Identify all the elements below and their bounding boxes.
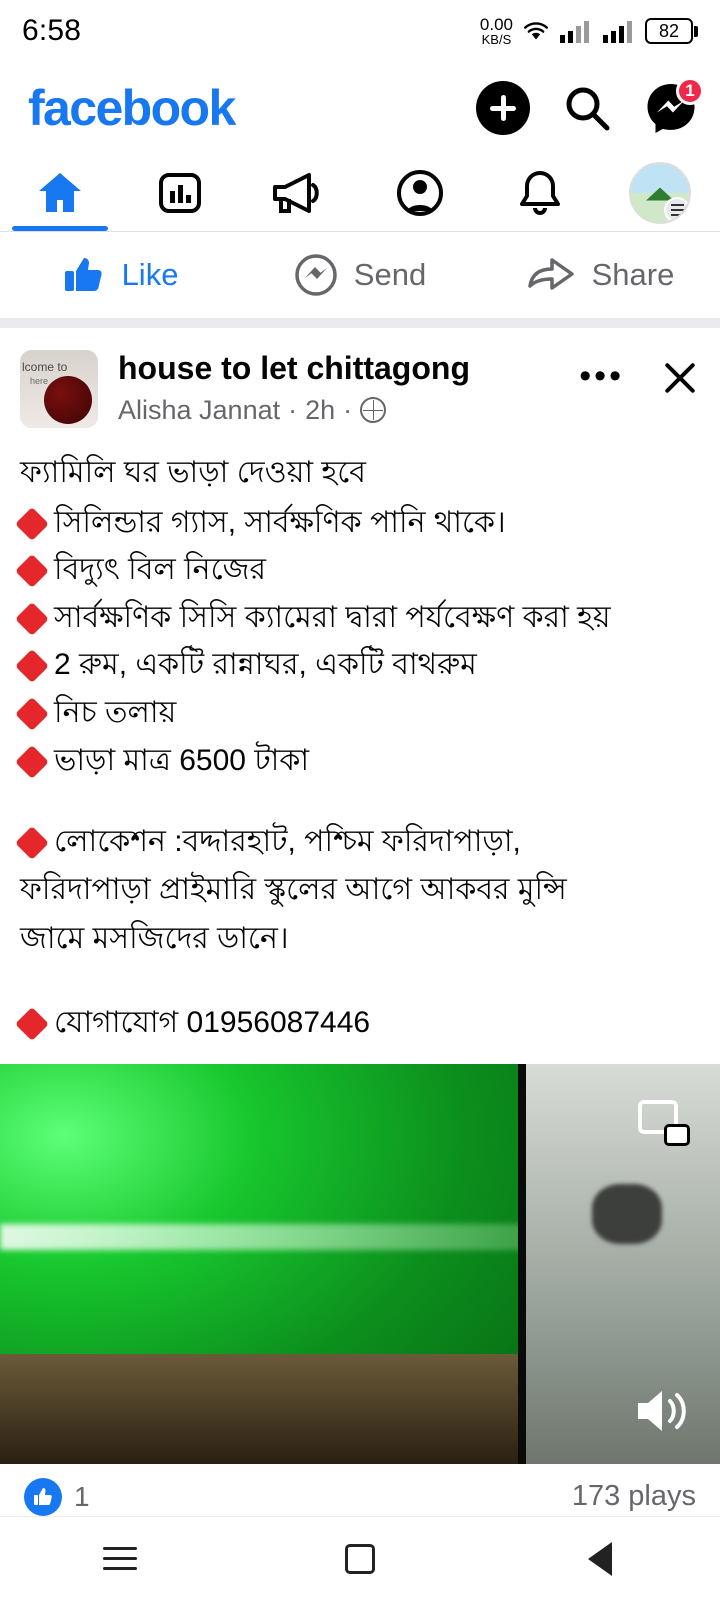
post-line: ফ্যামিলি ঘর ভাড়া দেওয়া হবে (20, 456, 366, 489)
post-line: সিলিন্ডার গ্যাস, সার্বক্ষণিক পানি থাকে। (54, 505, 506, 539)
send-label: Send (353, 257, 427, 292)
wifi-icon (522, 20, 550, 42)
tab-marketplace[interactable] (240, 154, 360, 231)
messenger-badge: 1 (676, 77, 704, 105)
post-body (20, 450, 700, 1046)
network-speed-unit: KB/S (481, 32, 512, 47)
diamond-bullet-icon (15, 826, 49, 860)
play-count: 173 plays (571, 1480, 696, 1513)
tab-menu[interactable] (600, 154, 720, 231)
facebook-logo: facebook (28, 80, 235, 136)
battery-icon (645, 18, 698, 44)
hamburger-icon[interactable] (96, 1535, 144, 1583)
square-home-icon[interactable] (336, 1535, 384, 1583)
more-options-icon[interactable]: ••• (579, 356, 624, 395)
byline-dot-1: · (288, 394, 298, 425)
post-spacer (20, 966, 700, 1000)
byline-dot-2: · (343, 394, 353, 425)
messenger-icon[interactable] (644, 81, 698, 135)
signal-icon-2 (602, 19, 636, 43)
share-label: Share (591, 257, 675, 292)
system-navigation-bar (0, 1516, 720, 1600)
app-header (0, 62, 720, 154)
signal-icon-1 (559, 19, 593, 43)
post-author[interactable]: Alisha Jannat (118, 394, 281, 425)
reaction-summary[interactable] (24, 1478, 90, 1516)
post-footer (0, 1464, 720, 1516)
post-line: সার্বক্ষণিক সিসি ক্যামেরা দ্বারা পর্যবেক্ষণ করা হয় (54, 600, 611, 634)
like-label: Like (121, 257, 179, 292)
diamond-bullet-icon (15, 649, 49, 683)
like-reaction-icon (24, 1478, 62, 1516)
tab-video[interactable] (120, 154, 240, 231)
post-bullet-row (20, 738, 700, 784)
post-bullet-row (20, 819, 700, 865)
plus-icon[interactable] (476, 81, 530, 135)
main-tabbar (0, 154, 720, 232)
group-name[interactable]: house to let chittagong (118, 350, 470, 386)
send-button[interactable] (240, 253, 480, 297)
back-triangle-icon[interactable] (576, 1535, 624, 1583)
status-bar (0, 0, 720, 62)
post-line: নিচ তলায় (54, 695, 177, 729)
post-line: বিদ্যুৎ বিল নিজের (54, 553, 266, 587)
video-light-streak (0, 1224, 533, 1250)
tab-notifications[interactable] (480, 154, 600, 231)
post-byline (118, 395, 565, 426)
battery-level: 82 (658, 20, 680, 41)
post-bullet-row (20, 642, 700, 688)
tab-profile[interactable] (360, 154, 480, 231)
post-line: জামে মসজিদের ডানে। (20, 922, 289, 956)
post-bullet-row (20, 1000, 700, 1046)
diamond-bullet-icon (15, 1007, 49, 1041)
search-icon[interactable] (560, 81, 614, 135)
post-card (0, 328, 720, 1046)
picture-in-picture-icon[interactable] (638, 1100, 690, 1146)
network-speed-value: 0.00 (479, 15, 513, 34)
post-header (20, 328, 700, 428)
video-floor (0, 1354, 533, 1464)
globe-icon (360, 397, 386, 423)
share-button[interactable] (480, 253, 720, 297)
post-line: ফরিদাপাড়া প্রাইমারি স্কুলের আগে আকবর মুন্সি (20, 872, 567, 906)
diamond-bullet-icon (15, 507, 49, 541)
diamond-bullet-icon (15, 697, 49, 731)
post-line: 2 রুম, একটি রান্নাঘর, একটি বাথরুম (54, 648, 477, 682)
group-avatar[interactable]: lcome to here (20, 350, 98, 428)
speaker-on-icon[interactable] (632, 1384, 692, 1438)
post-bullet-row (20, 547, 700, 593)
post-bullet-row (20, 595, 700, 641)
post-line: যোগাযোগ 01956087446 (54, 1005, 371, 1039)
video-smudge (592, 1184, 662, 1244)
like-button[interactable] (0, 253, 240, 297)
post-bullet-row (20, 500, 700, 546)
diamond-bullet-icon (15, 554, 49, 588)
close-icon[interactable] (660, 356, 700, 396)
network-speed (480, 16, 513, 46)
tab-home[interactable] (0, 154, 120, 231)
post-video[interactable] (0, 1064, 720, 1464)
diamond-bullet-icon (15, 602, 49, 636)
tab-active-underline (12, 226, 108, 231)
post-time: 2h (305, 394, 336, 425)
diamond-bullet-icon (15, 745, 49, 779)
status-time: 6:58 (22, 14, 82, 47)
post-line: ভাড়া মাত্র 6500 টাকা (54, 743, 310, 777)
post-spacer (20, 785, 700, 819)
avatar-menu-icon[interactable] (629, 162, 691, 224)
post-bullet-row (20, 690, 700, 736)
post-line: লোকেশন :বদ্দারহাট, পশ্চিম ফরিদাপাড়া, (54, 825, 521, 859)
post-action-bar (0, 232, 720, 328)
reaction-count: 1 (74, 1480, 90, 1512)
